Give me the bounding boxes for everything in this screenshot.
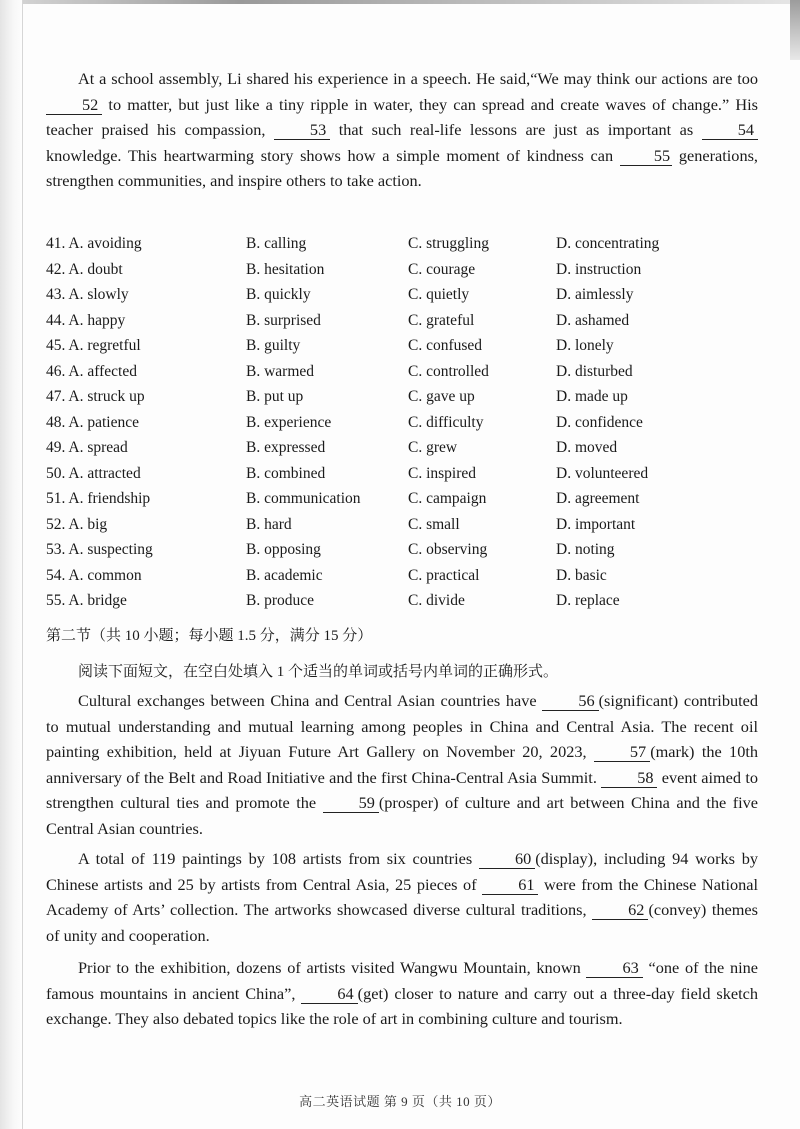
blank-59: 59	[323, 794, 379, 813]
option-c: C. confused	[408, 337, 483, 354]
option-c: C. practical	[408, 566, 480, 584]
question-41-options	[46, 235, 758, 261]
question-43-options	[46, 286, 758, 312]
question-55-options	[46, 592, 758, 618]
option-d: D. disturbed	[556, 362, 633, 380]
grammar-passage-paragraph-2: A total of 119 paintings by 108 artists from six countries 60 (display), including 94 works by Chinese artists and 25 by artists from Central Asia, 25 pieces of 61 were from the Chinese National Academy of Arts’ collection. The artworks showcased diverse cultural traditions, 62 (convey) themes of unity and cooperation.	[46, 849, 758, 945]
option-c: C. campaign	[408, 490, 487, 507]
option-b: B. warmed	[246, 362, 315, 380]
option-a: 49. A. spread	[46, 439, 128, 456]
option-d: D. agreement	[556, 490, 640, 507]
option-b: B. academic	[246, 566, 323, 584]
option-a: 55. A. bridge	[46, 592, 127, 609]
answer-options-list	[46, 235, 758, 618]
option-d: D. lonely	[556, 337, 614, 354]
option-a: 43. A. slowly	[46, 286, 129, 303]
cloze-passage-ending: At a school assembly, Li shared his experience in a speech. He said,“We may think our actions are too 52 to matter, but just like a tiny ripple in water, they can spread and create waves of change.” His teacher praised his compassion, 53 that such real-life lessons are just as important as 54 knowledge. This heartwarming story shows how a simple moment of kindness can 55 generations, strengthen communities, and inspire others to take action.	[46, 69, 758, 190]
question-52-options	[46, 516, 758, 542]
option-a: 45. A. regretful	[46, 337, 141, 354]
option-b: B. calling	[246, 235, 307, 252]
option-a: 51. A. friendship	[46, 490, 151, 507]
scan-edge-top	[0, 0, 800, 4]
option-b: B. guilty	[246, 337, 301, 354]
question-51-options	[46, 490, 758, 516]
scan-edge-right	[790, 0, 800, 60]
option-d: D. replace	[556, 592, 620, 609]
option-b: B. hesitation	[246, 260, 325, 278]
question-42-options	[46, 261, 758, 287]
blank-61: 61	[482, 876, 538, 895]
option-a: 52. A. big	[46, 515, 108, 533]
option-b: B. combined	[246, 464, 326, 482]
option-d: D. volunteered	[556, 464, 649, 482]
blank-52: 52	[46, 96, 102, 115]
scan-edge-left	[0, 0, 23, 1129]
option-c: C. grateful	[408, 311, 475, 329]
question-45-options	[46, 337, 758, 363]
grammar-passage-paragraph-3: Prior to the exhibition, dozens of artists visited Wangwu Mountain, known 63 “one of the nine famous mountains in ancient China”, 64 (get) closer to nature and carry out a three-day field sketch exchange. They also debated topics like the role of art in combining culture and tourism.	[46, 958, 759, 1028]
option-d: D. noting	[556, 541, 615, 558]
option-c: C. struggling	[408, 235, 489, 252]
question-44-options	[46, 312, 758, 338]
option-c: C. observing	[408, 541, 488, 558]
blank-60: 60	[479, 850, 535, 869]
blank-53: 53	[274, 121, 330, 140]
option-b: B. opposing	[246, 541, 321, 558]
option-c: C. quietly	[408, 286, 470, 303]
question-48-options	[46, 414, 758, 440]
option-d: D. confidence	[556, 413, 643, 431]
option-d: D. instruction	[556, 260, 642, 278]
question-47-options	[46, 388, 758, 414]
blank-55: 55	[620, 147, 672, 166]
option-d: D. aimlessly	[556, 286, 634, 303]
blank-58: 58	[601, 769, 657, 788]
option-a: 41. A. avoiding	[46, 235, 142, 252]
option-b: B. expressed	[246, 439, 326, 456]
option-a: 50. A. attracted	[46, 464, 141, 482]
option-d: D. concentrating	[556, 235, 660, 252]
question-46-options	[46, 363, 758, 389]
option-a: 42. A. doubt	[46, 260, 123, 278]
option-c: C. divide	[408, 592, 465, 609]
page-footer: 高二英语试题 第 9 页（共 10 页）	[299, 1094, 501, 1109]
blank-57: 57	[594, 743, 650, 762]
grammar-passage-paragraph-1: Cultural exchanges between China and Central Asian countries have 56 (significant) contributed to mutual understanding and mutual learning among peoples in China and Central Asia. The recent oil painting exhibition, held at Jiyuan Future Art Gallery on November 20, 2023, 57 (mark) the 10th anniversary of the Belt and Road Initiative and the first China-Central Asia Summit. 58 event aimed to strengthen cultural ties and promote the 59 (prosper) of culture and art between China and the five Central Asian countries.	[46, 691, 759, 838]
option-d: D. moved	[556, 439, 618, 456]
option-c: C. grew	[408, 439, 458, 456]
option-c: C. small	[408, 515, 460, 533]
option-c: C. courage	[408, 260, 476, 278]
option-b: B. quickly	[246, 286, 311, 303]
option-a: 47. A. struck up	[46, 388, 145, 405]
blank-62: 62	[592, 901, 648, 920]
question-53-options	[46, 541, 758, 567]
option-b: B. experience	[246, 413, 332, 431]
question-50-options	[46, 465, 758, 491]
option-a: 54. A. common	[46, 566, 142, 584]
option-b: B. put up	[246, 388, 304, 405]
option-d: D. important	[556, 515, 636, 533]
blank-54: 54	[702, 121, 758, 140]
section-2-title: 第二节（共 10 小题；每小题 1.5 分，满分 15 分）	[46, 628, 373, 644]
option-c: C. difficulty	[408, 413, 484, 431]
option-d: D. made up	[556, 388, 628, 405]
option-c: C. controlled	[408, 362, 489, 380]
section-2-instruction: 阅读下面短文，在空白处填入 1 个适当的单词或括号内单词的正确形式。	[78, 664, 559, 680]
blank-63: 63	[586, 959, 642, 978]
blank-56: 56	[542, 692, 598, 711]
option-b: B. communication	[246, 490, 361, 507]
option-d: D. ashamed	[556, 311, 630, 329]
option-c: C. gave up	[408, 388, 475, 405]
option-c: C. inspired	[408, 464, 477, 482]
option-b: B. hard	[246, 515, 292, 533]
option-a: 46. A. affected	[46, 362, 137, 380]
question-49-options	[46, 439, 758, 465]
option-a: 48. A. patience	[46, 413, 139, 431]
option-d: D. basic	[556, 566, 607, 584]
option-a: 53. A. suspecting	[46, 541, 153, 558]
option-b: B. produce	[246, 592, 315, 609]
option-b: B. surprised	[246, 311, 321, 329]
option-a: 44. A. happy	[46, 311, 126, 329]
blank-64: 64	[301, 985, 357, 1004]
question-54-options	[46, 567, 758, 593]
